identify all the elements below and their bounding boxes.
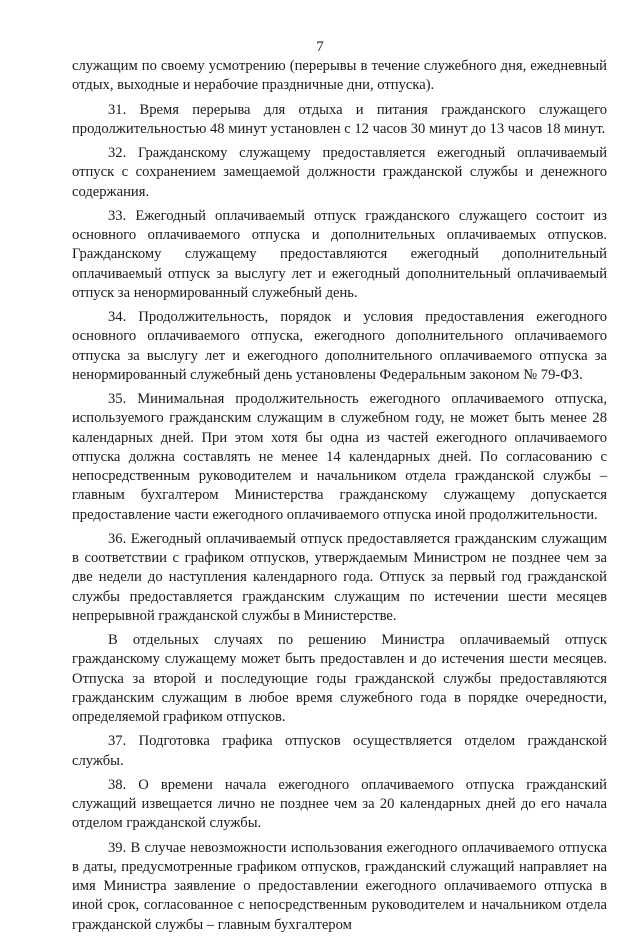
paragraph-33: 33. Ежегодный оплачиваемый отпуск гражданского служащего состоит из основного оплачиваемого отпуска и дополнительных оплачиваемых отпусков. Гражданскому служащему предоставляются ежегодный дополнительный оплачиваемый отпуск за выслугу лет и ежегодный дополнительный оплачиваемый отпуск за ненормированный служебный день. xyxy=(72,207,607,301)
paragraph-35: 35. Минимальная продолжительность ежегодного оплачиваемого отпуска, используемого гражданским служащим в служебном году, не может быть менее 28 календарных дней. При этом хотя бы одна из частей ежегодного оплачиваемого отпуска должна составлять не менее 14 календарных дней. По согласованию с непосредственным руководителем и начальником отдела гражданской службы – главным бухгалтером Министерства гражданскому служащему допускается предоставление части ежегодного оплачиваемого отпуска иной продолжительности. xyxy=(72,391,607,523)
paragraph-32: 32. Гражданскому служащему предоставляется ежегодный оплачиваемый отпуск с сохранением замещаемой должности гражданской службы и денежного содержания. xyxy=(72,145,607,200)
paragraph-39: 39. В случае невозможности использования ежегодного оплачиваемого отпуска в даты, предусмотренные графиком отпусков, гражданский служащий направляет на имя Министра заявление о предоставлении ежегодного оплачиваемого отпуска в иной срок, согласованное с непосредственным руководителем и начальником отдела гражданской службы – главным бухгалтером xyxy=(72,839,607,933)
page-number: 7 xyxy=(316,39,324,55)
document-body xyxy=(72,57,607,940)
paragraph-37: 37. Подготовка графика отпусков осуществляется отделом гражданской службы. xyxy=(72,733,607,769)
paragraph-36-continued: В отдельных случаях по решению Министра оплачиваемый отпуск гражданскому служащему может быть предоставлен и до истечения шести месяцев. Отпуска за второй и последующие годы гражданской службы предоставляются гражданским служащим в любое время служебного года в порядке очередности, определяемой графиком отпусков. xyxy=(72,632,607,725)
paragraph-continuation: служащим по своему усмотрению (перерывы в течение служебного дня, ежедневный отдых, выходные и нерабочие праздничные дни, отпуска). xyxy=(72,58,607,94)
paragraph-31: 31. Время перерыва для отдыха и питания гражданского служащего продолжительностью 48 минут установлен с 12 часов 30 минут до 13 часов 18 минут. xyxy=(72,101,607,137)
paragraph-36: 36. Ежегодный оплачиваемый отпуск предоставляется гражданским служащим в соответствии с графиком отпусков, утверждаемым Министром не позднее чем за две недели до наступления календарного года. Отпуск за первый год гражданской службы предоставляется гражданским служащим по истечении шести месяцев непрерывной гражданской службы в Министерстве. xyxy=(72,530,607,624)
paragraph-34: 34. Продолжительность, порядок и условия предоставления ежегодного основного оплачиваемого отпуска, ежегодного дополнительного оплачиваемого отпуска за выслугу лет и ежегодного дополнительного оплачиваемого отпуска за ненормированный служебный день установлены Федеральным законом № 79-ФЗ. xyxy=(72,309,607,383)
paragraph-38: 38. О времени начала ежегодного оплачиваемого отпуска гражданский служащий извещается лично не позднее чем за 20 календарных дней до его начала отделом гражданской службы. xyxy=(72,776,607,832)
